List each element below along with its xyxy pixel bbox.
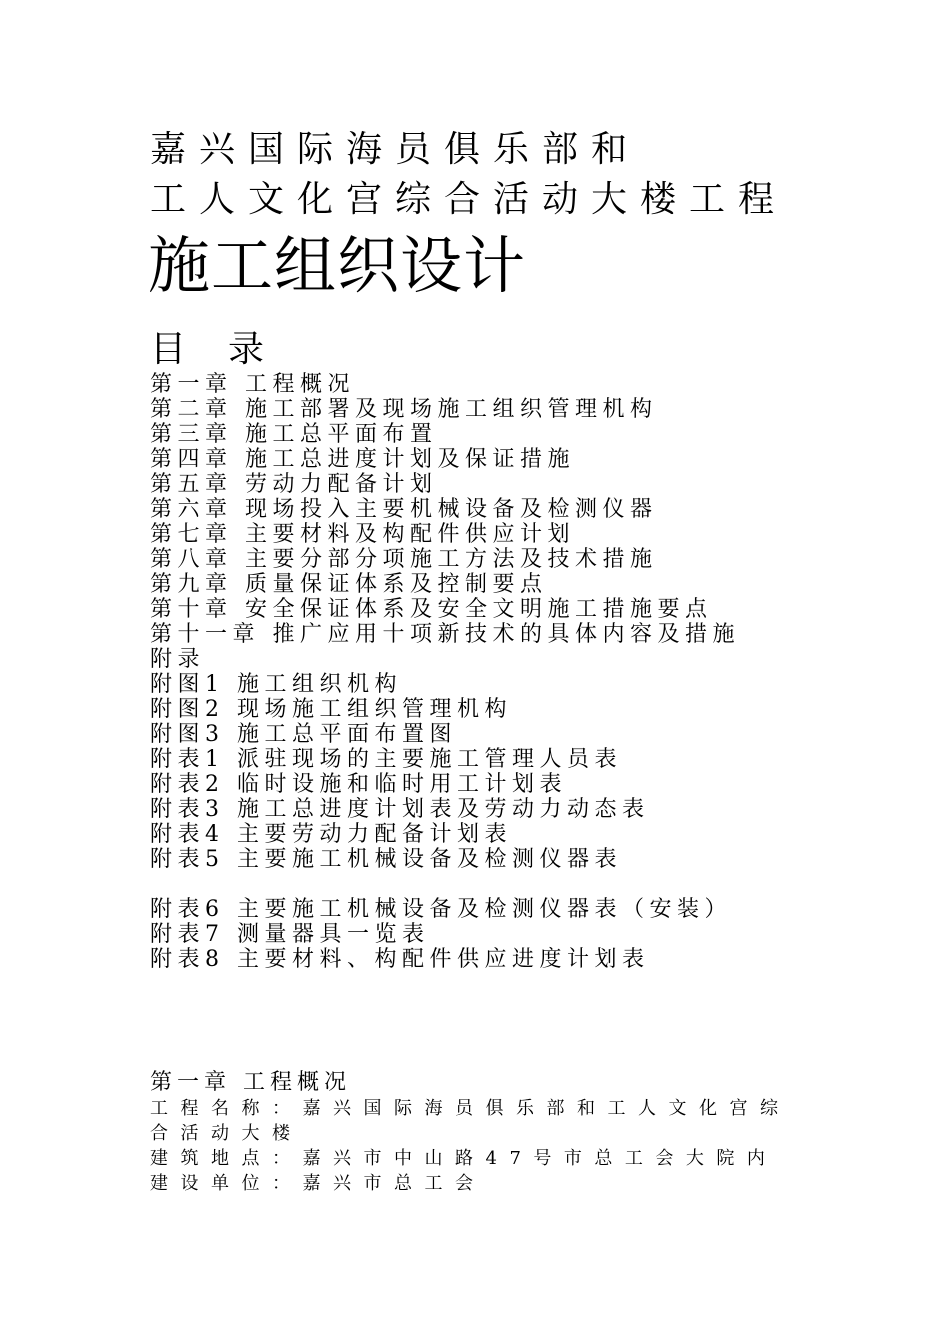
toc-item: 第十一章 推广应用十项新技术的具体内容及措施 (150, 622, 740, 647)
toc-item: 附表3 施工总进度计划表及劳动力动态表 (150, 797, 650, 822)
toc-item: 第三章 施工总平面布置 (150, 422, 438, 447)
toc-item: 第五章 劳动力配备计划 (150, 472, 438, 497)
toc-item: 附表1 派驻现场的主要施工管理人员表 (150, 747, 622, 772)
toc-item: 附表2 临时设施和临时用工计划表 (150, 772, 567, 797)
toc-item: 附图3 施工总平面布置图 (150, 722, 457, 747)
project-name: 工程名称：嘉兴国际海员俱乐部和工人文化宫综合活动大楼 (150, 1098, 791, 1144)
toc-item: 附图2 现场施工组织管理机构 (150, 697, 512, 722)
toc-item: 第九章 质量保证体系及控制要点 (150, 572, 548, 597)
project-location: 建筑地点：嘉兴市中山路47号市总工会大院内 (150, 1148, 778, 1169)
document-title: 施工组织设计 (148, 229, 527, 302)
title-line-2: 工人文化宫综合活动大楼工程 (150, 179, 788, 220)
toc-item: 第八章 主要分部分项施工方法及技术措施 (150, 547, 658, 572)
project-owner: 建设单位：嘉兴市总工会 (150, 1173, 486, 1194)
table-of-contents (150, 372, 800, 972)
toc-item: 第七章 主要材料及构配件供应计划 (150, 522, 575, 547)
toc-item: 附表5 主要施工机械设备及检测仪器表 (150, 847, 622, 872)
title-line-1: 嘉兴国际海员俱乐部和 (150, 129, 641, 170)
toc-item: 第一章 工程概况 (150, 372, 355, 397)
toc-item: 附录 (150, 647, 206, 672)
chapter-1-section (150, 1070, 800, 1196)
toc-item: 附表4 主要劳动力配备计划表 (150, 822, 512, 847)
toc-item: 附表8 主要材料、构配件供应进度计划表 (150, 947, 650, 972)
toc-item: 附表7 测量器具一览表 (150, 922, 430, 947)
toc-item: 附表6 主要施工机械设备及检测仪器表（安装） (150, 897, 732, 922)
chapter-heading: 第一章 工程概况 (150, 1070, 351, 1095)
toc-heading: 目录 (150, 329, 307, 370)
toc-item: 第六章 现场投入主要机械设备及检测仪器 (150, 497, 658, 522)
spacer (150, 872, 800, 897)
toc-item: 附图1 施工组织机构 (150, 672, 402, 697)
toc-item: 第二章 施工部署及现场施工组织管理机构 (150, 397, 658, 422)
toc-item: 第十章 安全保证体系及安全文明施工措施要点 (150, 597, 713, 622)
toc-item: 第四章 施工总进度计划及保证措施 (150, 447, 575, 472)
